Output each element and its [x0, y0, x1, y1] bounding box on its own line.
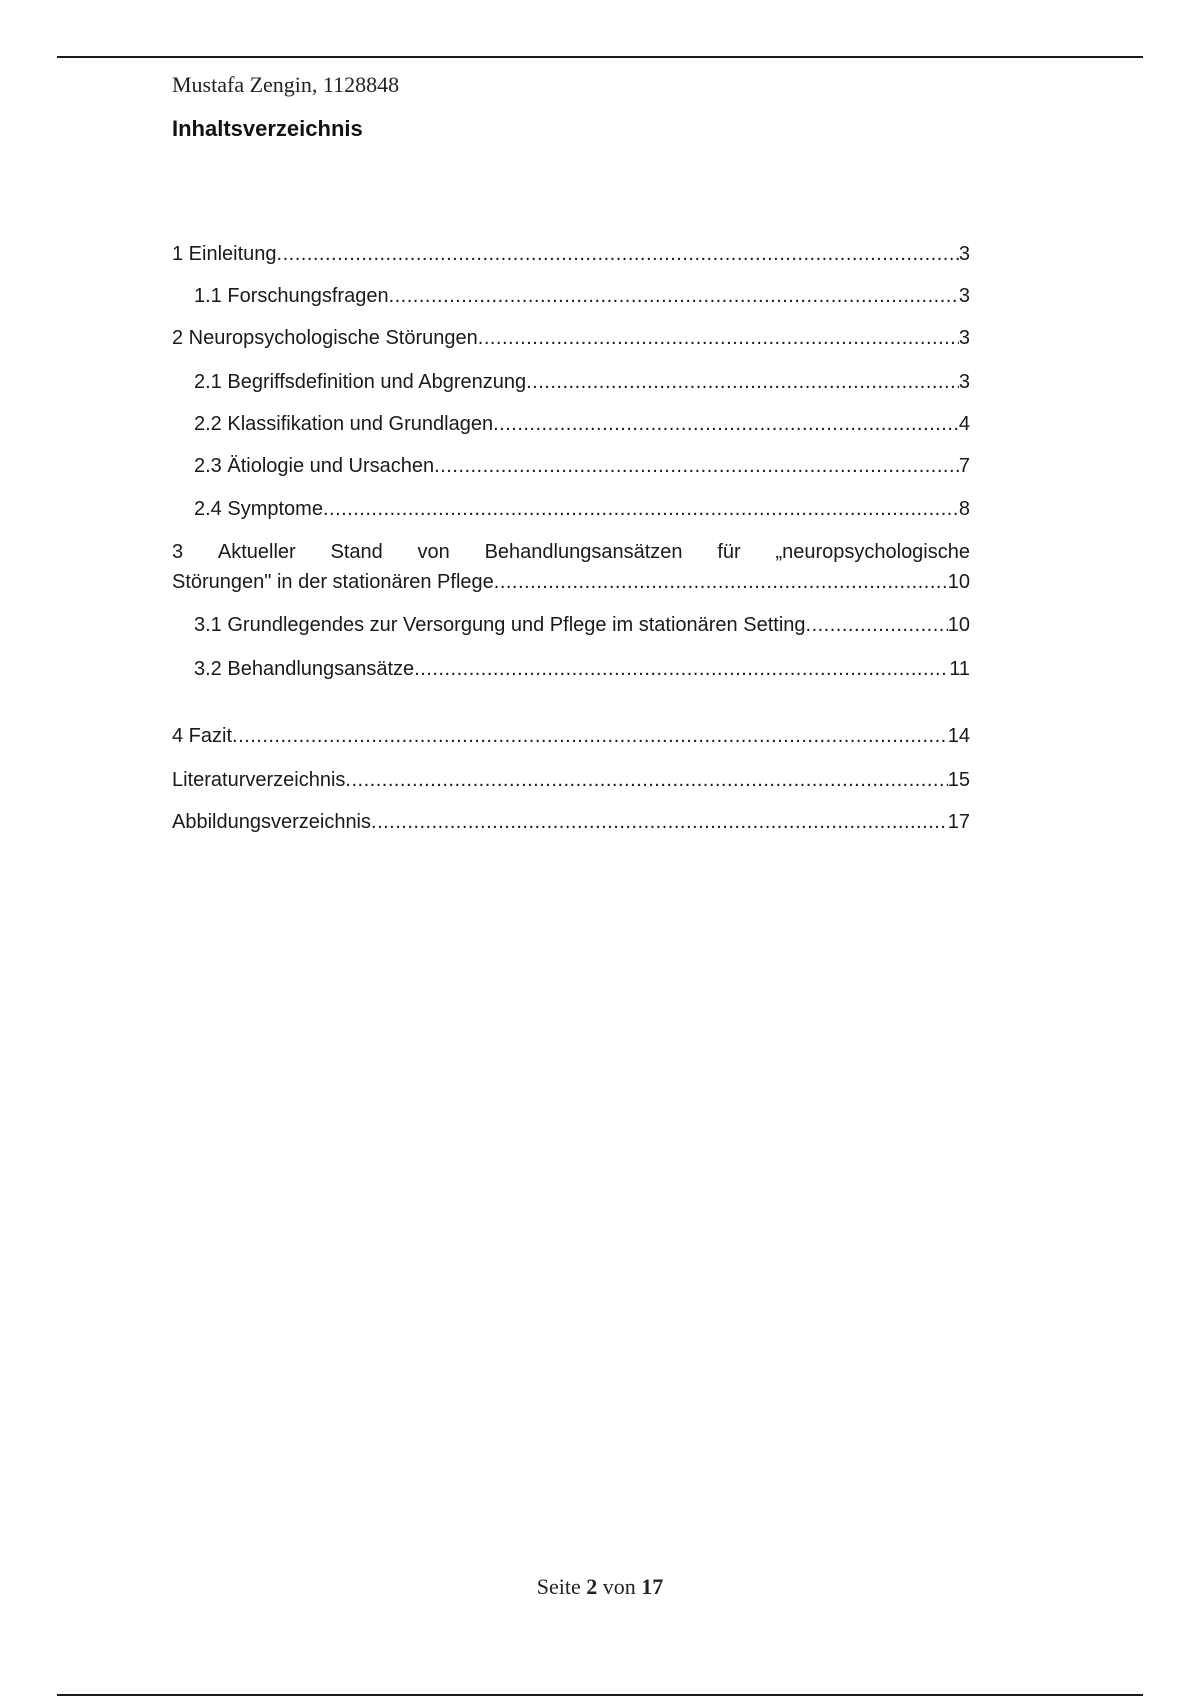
toc-entry-4[interactable]	[172, 722, 970, 750]
dot-leader	[478, 324, 959, 352]
toc-word: von	[417, 541, 450, 563]
toc-entry-2-3[interactable]	[194, 452, 970, 480]
dot-leader	[494, 567, 948, 597]
toc-word: für	[717, 541, 741, 563]
dot-leader	[526, 368, 959, 396]
toc-entry-label: 2 Neuropsychologische Störungen	[172, 327, 478, 349]
toc-entry-label: 3.1 Grundlegendes zur Versorgung und Pflege im stationären Setting	[194, 614, 806, 636]
toc-entry-page: 7	[958, 455, 970, 477]
dot-leader	[414, 655, 949, 683]
toc-entry-page: 3	[958, 327, 970, 349]
dot-leader	[806, 611, 948, 639]
dot-leader	[389, 282, 959, 310]
toc-entry-label: 4 Fazit	[172, 725, 233, 747]
toc-entry-label-line	[172, 537, 970, 567]
toc-word: Aktueller	[217, 541, 296, 563]
toc-entry-continuation-line	[172, 567, 970, 597]
toc-entry-2[interactable]	[172, 324, 970, 352]
toc-entry-page: 10	[947, 571, 970, 593]
toc-entry-2-1[interactable]	[194, 368, 970, 396]
dot-leader	[345, 766, 947, 794]
toc-entry-page: 11	[949, 658, 970, 680]
footer-current-page: 2	[586, 1574, 598, 1599]
dot-leader	[232, 722, 948, 750]
header-author: Mustafa Zengin, 1128848	[172, 72, 400, 97]
toc-entry-label: 2.2 Klassifikation und Grundlagen	[194, 413, 494, 435]
toc-entry-page: 17	[947, 811, 970, 833]
page-footer	[0, 1572, 1200, 1602]
toc-word: Stand	[330, 541, 383, 563]
footer-separator: von	[602, 1574, 636, 1599]
toc-entry-2-2[interactable]	[194, 410, 970, 438]
toc-entry-page: 15	[947, 769, 970, 791]
toc-entry-2-4[interactable]	[194, 495, 970, 523]
toc-entry-page: 14	[947, 725, 970, 747]
dot-leader	[493, 410, 959, 438]
toc-entry-figures[interactable]	[172, 808, 970, 836]
footer-rule	[57, 1694, 1143, 1696]
header-rule	[57, 56, 1143, 58]
toc-entry-literature[interactable]	[172, 766, 970, 794]
toc-entry-page: 3	[958, 371, 970, 393]
toc-title: Inhaltsverzeichnis	[172, 116, 363, 141]
toc-entry-page: 10	[947, 614, 970, 636]
toc-entry-label: 2.4 Symptome	[194, 498, 323, 520]
toc-entry-label: Abbildungsverzeichnis	[172, 811, 372, 833]
dot-leader	[434, 452, 959, 480]
dot-leader	[323, 495, 959, 523]
toc-entry-3-2[interactable]	[194, 655, 970, 683]
toc-entry-label: 1.1 Forschungsfragen	[194, 285, 389, 307]
toc-entry-label-continuation: Störungen" in der stationären Pflege	[172, 571, 494, 593]
toc-word: 3	[172, 541, 184, 563]
toc-entry-1[interactable]	[172, 240, 970, 268]
footer-total-pages: 17	[641, 1574, 664, 1599]
toc-entry-page: 8	[958, 498, 970, 520]
toc-word: Behandlungsansätzen	[484, 541, 683, 563]
toc-entry-3[interactable]	[172, 537, 970, 597]
toc-entry-label: 2.3 Ätiologie und Ursachen	[194, 455, 435, 477]
toc-entry-label: 1 Einleitung	[172, 243, 277, 265]
toc-entry-page: 3	[958, 243, 970, 265]
toc-word: „neuropsychologische	[775, 541, 970, 563]
dot-leader	[371, 808, 948, 836]
toc-entry-1-1[interactable]	[194, 282, 970, 310]
toc-entry-label: 2.1 Begriffsdefinition und Abgrenzung	[194, 371, 527, 393]
toc-entry-page: 4	[958, 413, 970, 435]
toc-entry-label: Literaturverzeichnis	[172, 769, 346, 791]
dot-leader	[277, 240, 959, 268]
toc-entry-3-1[interactable]	[194, 611, 970, 639]
toc-entry-page: 3	[958, 285, 970, 307]
footer-prefix: Seite	[536, 1574, 581, 1599]
toc-entry-label: 3.2 Behandlungsansätze	[194, 658, 415, 680]
